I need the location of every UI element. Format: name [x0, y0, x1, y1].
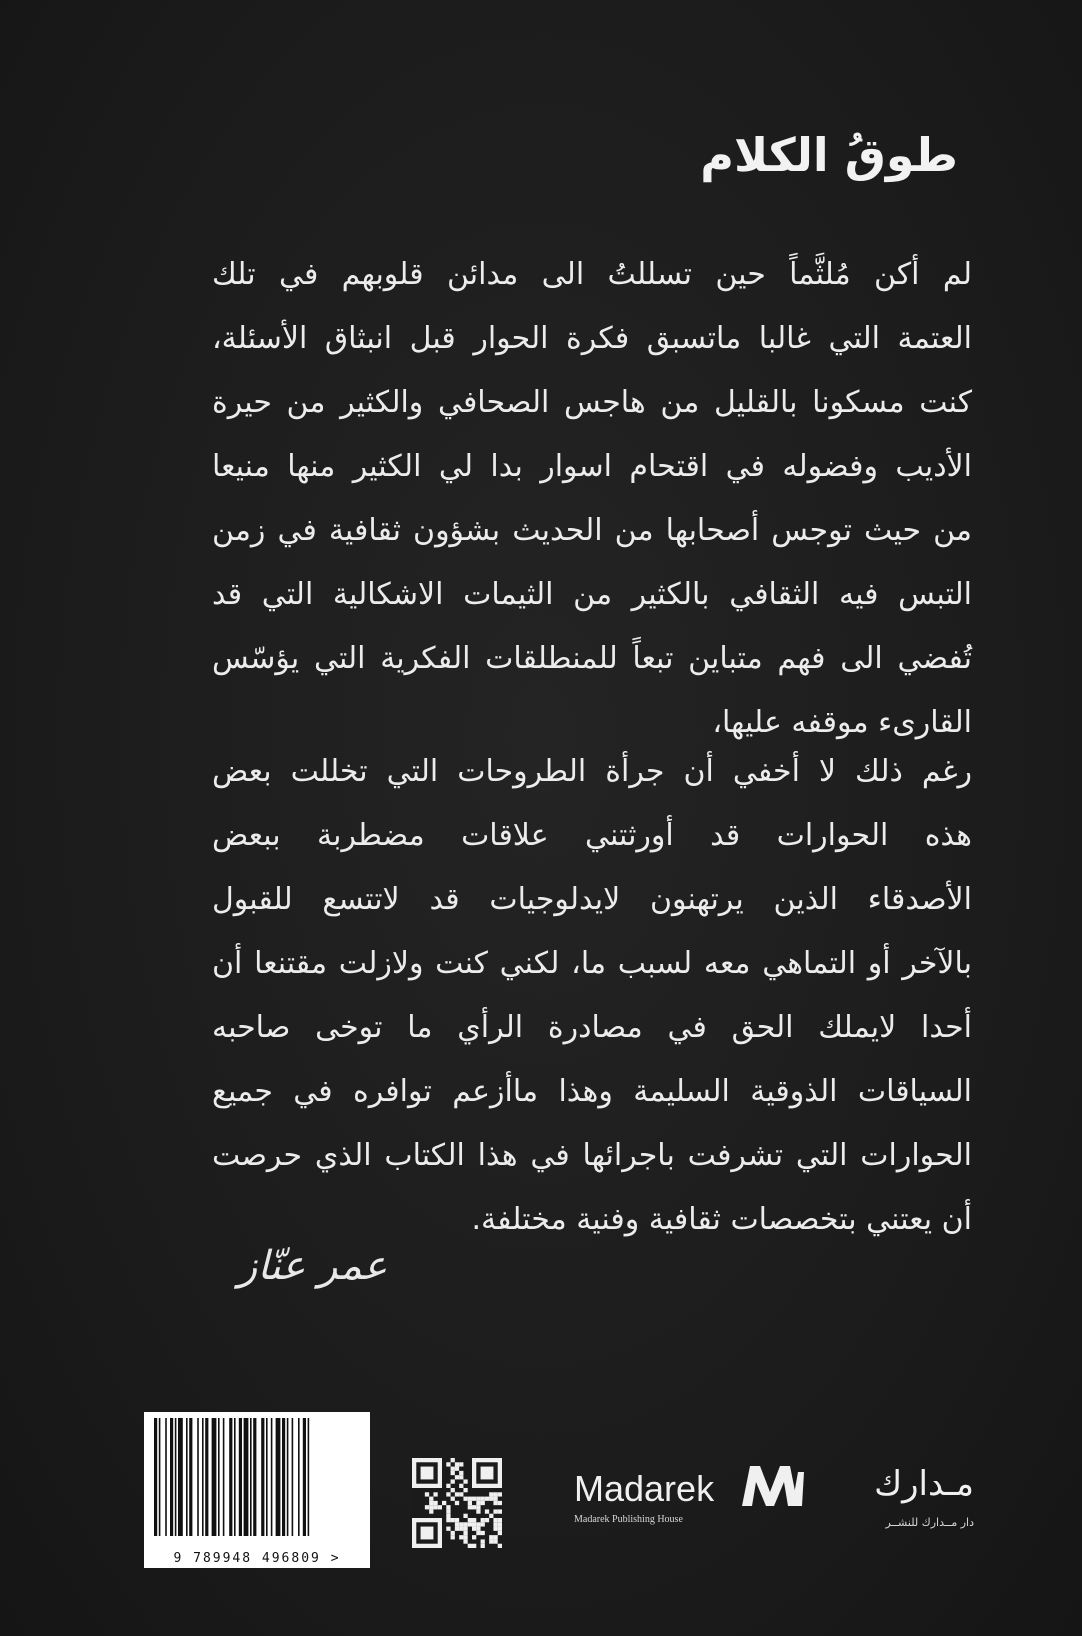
qr-module [463, 1535, 467, 1539]
qr-module [451, 1471, 455, 1475]
qr-module [481, 1501, 485, 1505]
qr-module [446, 1462, 450, 1466]
qr-code [412, 1458, 502, 1548]
qr-module [463, 1527, 467, 1531]
qr-module [498, 1492, 502, 1496]
publisher-name-latin-sub: Madarek Publishing House [574, 1514, 683, 1525]
qr-module [493, 1527, 497, 1531]
qr-module [455, 1527, 459, 1531]
barcode-bar [189, 1418, 192, 1536]
qr-module [459, 1527, 463, 1531]
qr-module [455, 1522, 459, 1526]
qr-module [493, 1497, 497, 1501]
qr-module [489, 1492, 493, 1496]
paragraph-line: الحوارات التي تشرفت باجرائها في هذا الكتاب الذي حرصت [212, 1138, 972, 1173]
qr-module [459, 1522, 463, 1526]
qr-module [472, 1527, 476, 1531]
qr-module [459, 1492, 463, 1496]
publisher-logo [574, 1462, 974, 1529]
barcode-bar [154, 1418, 157, 1536]
qr-module [459, 1484, 463, 1488]
qr-module [463, 1522, 467, 1526]
barcode-bar [178, 1418, 183, 1536]
qr-module [446, 1527, 450, 1531]
qr-module [455, 1518, 459, 1522]
qr-module [498, 1522, 502, 1526]
qr-module [451, 1518, 455, 1522]
qr-module [476, 1509, 480, 1513]
qr-module [463, 1514, 467, 1518]
qr-module [463, 1531, 467, 1535]
qr-module [476, 1497, 480, 1501]
qr-module [493, 1535, 497, 1539]
qr-module [425, 1505, 429, 1509]
qr-module [498, 1518, 502, 1522]
qr-module [459, 1471, 463, 1475]
qr-module [442, 1501, 446, 1505]
barcode-bar [234, 1418, 236, 1536]
qr-module [433, 1505, 437, 1509]
paragraph-1 [212, 243, 972, 755]
qr-module [498, 1544, 502, 1548]
barcode-bar [175, 1418, 177, 1536]
qr-module [485, 1518, 489, 1522]
qr-module [451, 1458, 455, 1462]
qr-module [451, 1488, 455, 1492]
qr-module [481, 1531, 485, 1535]
barcode-bar [197, 1418, 199, 1536]
qr-module [493, 1518, 497, 1522]
paragraph-line: القارىء موقفه عليها، [712, 705, 972, 740]
paragraph-line: تُفضي الى فهم متباين تبعاً للمنطلقات الفكرية التي يؤسّس [212, 641, 972, 676]
qr-module [468, 1518, 472, 1522]
qr-module [481, 1518, 485, 1522]
qr-module [468, 1544, 472, 1548]
qr-module [493, 1492, 497, 1496]
barcode-bar [298, 1418, 300, 1536]
qr-module [468, 1501, 472, 1505]
paragraph-line: كنت مسكونا بالقليل من هاجس الصحافي والكثير من حيرة [212, 385, 972, 420]
qr-module [489, 1497, 493, 1501]
barcode-bar [276, 1418, 281, 1536]
qr-module [489, 1539, 493, 1543]
paragraph-2 [212, 740, 972, 1252]
qr-module [429, 1505, 433, 1509]
paragraph-line: بالآخر أو التماهي معه لسبب ما، لكني كنت ولازلت مقتنعا أن [212, 946, 972, 981]
qr-module [446, 1492, 450, 1496]
qr-finder [421, 1467, 434, 1480]
qr-module [433, 1501, 437, 1505]
paragraph-line: الأصدقاء الذين يرتهنون لايدلوجيات قد لاتتسع للقبول [212, 882, 972, 917]
paragraph-line: السياقات الذوقية السليمة وهذا ماأزعم توافره في جميع [212, 1074, 972, 1109]
qr-module [476, 1531, 480, 1535]
qr-code-icon [412, 1458, 502, 1548]
author-signature: عمر عنّاز [238, 1243, 388, 1289]
qr-module [498, 1509, 502, 1513]
qr-module [463, 1488, 467, 1492]
qr-module [455, 1501, 459, 1505]
qr-module [468, 1505, 472, 1509]
qr-finder [421, 1527, 434, 1540]
qr-module [493, 1539, 497, 1543]
qr-module [493, 1522, 497, 1526]
qr-module [463, 1497, 467, 1501]
qr-module [472, 1535, 476, 1539]
barcode-bar [229, 1418, 232, 1536]
qr-module [459, 1462, 463, 1466]
publisher-m-logo-icon [740, 1464, 806, 1508]
qr-module [476, 1522, 480, 1526]
isbn-number: 9 789948 496809 > [173, 1551, 341, 1566]
publisher-name-arabic-sub: دار مــدارك للنشــر [885, 1516, 974, 1529]
barcode-bar [292, 1418, 294, 1536]
qr-module [455, 1492, 459, 1496]
qr-module [472, 1544, 476, 1548]
paragraph-line: من حيث توجس أصحابها من الحديث بشؤون ثقافية في زمن [212, 513, 972, 548]
qr-module [468, 1522, 472, 1526]
qr-module [498, 1531, 502, 1535]
qr-module [472, 1522, 476, 1526]
barcode-bar [271, 1418, 273, 1536]
qr-module [489, 1514, 493, 1518]
qr-module [468, 1497, 472, 1501]
qr-module [455, 1475, 459, 1479]
qr-module [459, 1475, 463, 1479]
qr-module [493, 1509, 497, 1513]
paragraph-line: أن يعتني بتخصصات ثقافية وفنية مختلفة. [471, 1202, 972, 1237]
barcode-bars [144, 1412, 370, 1542]
qr-module [455, 1467, 459, 1471]
qr-module [476, 1501, 480, 1505]
qr-module [493, 1501, 497, 1505]
qr-module [476, 1527, 480, 1531]
paragraph-line: لم أكن مُلثَّماً حين تسللتُ الى مدائن قلوبهم في تلك [212, 257, 972, 292]
qr-module [463, 1479, 467, 1483]
barcode-bar [261, 1418, 264, 1536]
barcode-bar [266, 1418, 268, 1536]
qr-module [485, 1509, 489, 1513]
qr-module [446, 1484, 450, 1488]
paragraph-line: العتمة التي غالبا ماتسبق فكرة الحوار قبل انبثاق الأسئلة، [212, 321, 972, 356]
qr-module [438, 1505, 442, 1509]
qr-module [451, 1497, 455, 1501]
barcode-bar [186, 1418, 188, 1536]
qr-module [481, 1522, 485, 1526]
paragraph-line: التبس فيه الثقافي بالكثير من الثيمات الاشكالية التي قد [212, 577, 972, 612]
paragraph-line: هذه الحوارات قد أورثتني علاقات مضطربة ببعض [212, 818, 972, 853]
qr-finder [481, 1467, 494, 1480]
qr-module [498, 1527, 502, 1531]
barcode-bar [287, 1418, 289, 1536]
qr-module [451, 1531, 455, 1535]
barcode-bar [253, 1418, 256, 1536]
barcode-bar [239, 1418, 242, 1536]
paragraph-line: رغم ذلك لا أخفي أن جرأة الطروحات التي تخللت بعض [212, 754, 972, 789]
barcode-bar [159, 1418, 161, 1536]
book-title: طوقُ الكلام [700, 128, 958, 182]
qr-module [481, 1539, 485, 1543]
publisher-name-arabic: مـدارك [874, 1464, 974, 1504]
paragraph-line: أحدا لايملك الحق في مصادرة الرأي ما توخى صاحبه [212, 1010, 972, 1045]
barcode-bar [244, 1418, 249, 1536]
qr-module [472, 1505, 476, 1509]
barcode-bar [308, 1418, 310, 1536]
qr-module [451, 1479, 455, 1483]
isbn-barcode [144, 1412, 370, 1568]
barcode-bar [223, 1418, 225, 1536]
qr-module [481, 1497, 485, 1501]
qr-module [451, 1467, 455, 1471]
qr-module [498, 1501, 502, 1505]
barcode-bar [202, 1418, 204, 1536]
barcode-bar [282, 1418, 285, 1536]
paragraph-line: الأديب وفضوله في اقتحام اسوار بدا لي الكثير منها منيعا [212, 449, 972, 484]
qr-module [481, 1544, 485, 1548]
barcode-bar [170, 1418, 173, 1536]
barcode-bar [212, 1418, 217, 1536]
qr-module [425, 1492, 429, 1496]
publisher-name-latin: Madarek [574, 1468, 715, 1509]
barcode-bar [165, 1418, 167, 1536]
barcode-bar [250, 1418, 252, 1536]
qr-module [476, 1505, 480, 1509]
qr-module [472, 1497, 476, 1501]
qr-module [463, 1539, 467, 1543]
qr-module [429, 1509, 433, 1513]
barcode-bar [303, 1418, 306, 1536]
qr-module [451, 1535, 455, 1539]
qr-module [455, 1462, 459, 1466]
barcode-bar [218, 1418, 220, 1536]
qr-module [446, 1509, 450, 1513]
barcode-bar [205, 1418, 208, 1536]
qr-module [446, 1518, 450, 1522]
qr-module [485, 1497, 489, 1501]
qr-module [429, 1501, 433, 1505]
qr-module [429, 1497, 433, 1501]
qr-module [446, 1505, 450, 1509]
qr-module [472, 1518, 476, 1522]
qr-module [433, 1492, 437, 1496]
qr-module [446, 1514, 450, 1518]
qr-module [489, 1535, 493, 1539]
qr-module [459, 1535, 463, 1539]
